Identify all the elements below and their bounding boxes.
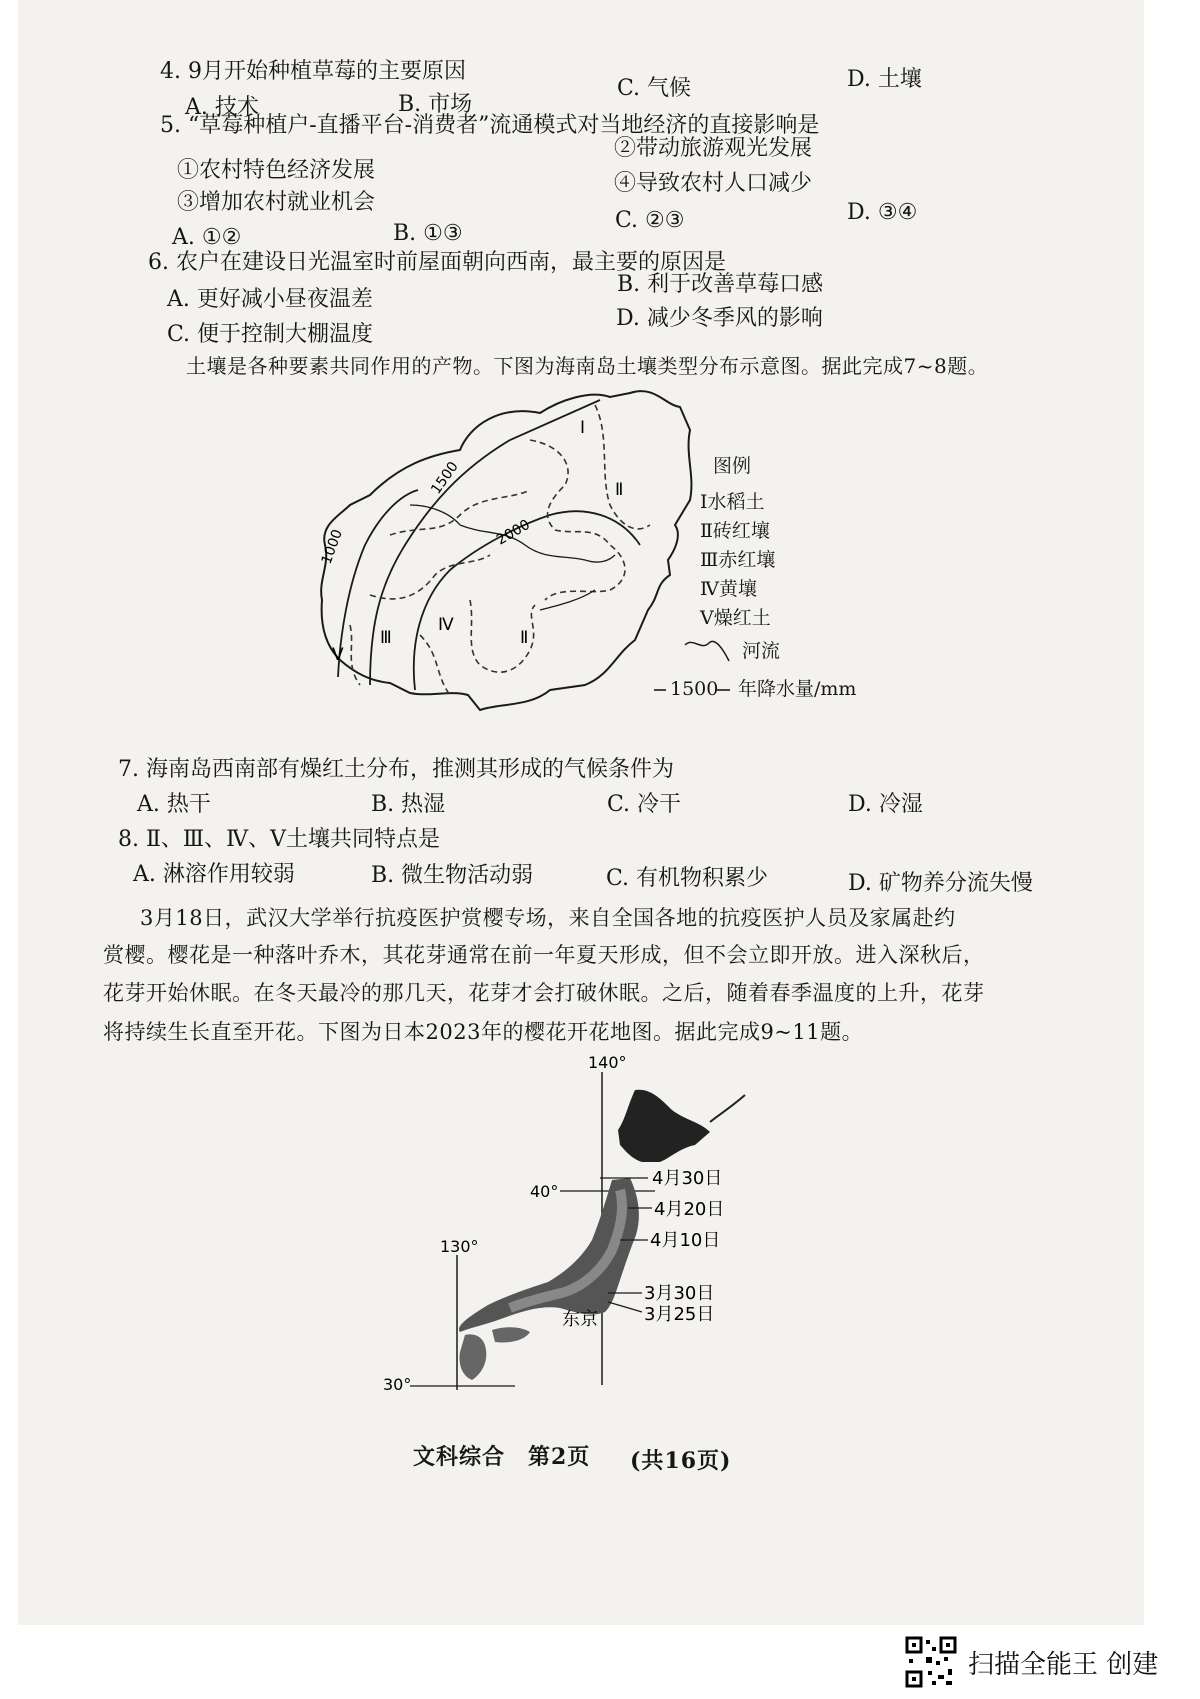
kuril-islands: [710, 1095, 745, 1122]
q5-item-3: ③增加农村就业机会: [177, 190, 376, 215]
watermark-text: 扫描全能王 创建: [968, 1650, 1159, 1680]
q8-option-d: D. 矿物养分流失慢: [848, 871, 1033, 896]
q6-option-b: B. 利于改善草莓口感: [617, 272, 824, 297]
isohyet-1000: [338, 490, 418, 677]
isohyet-label-2000: 2000: [494, 516, 533, 549]
isohyet-2000: [414, 511, 640, 690]
zone-label: Ⅳ: [438, 615, 454, 635]
legend-isohyet-value: 1500: [670, 678, 719, 700]
q5-stem: 5. “草莓种植户-直播平台-消费者”流通模式对当地经济的直接影响是: [160, 113, 820, 138]
legend-river-icon: [683, 633, 733, 667]
isohyet-label-1000: 1000: [318, 527, 346, 567]
q7-option-d: D. 冷湿: [848, 792, 923, 817]
zone-label: Ⅰ: [580, 418, 586, 438]
zone-label: Ⅲ: [380, 628, 392, 648]
zone-label: Ⅱ: [520, 628, 529, 648]
date-label: 4月10日: [650, 1230, 721, 1251]
legend-title: 图例: [713, 455, 752, 477]
q5-option-b: B. ①③: [393, 221, 463, 246]
footer-subject: 文科综合: [413, 1444, 506, 1470]
q6-option-c: C. 便于控制大棚温度: [167, 322, 374, 347]
q5-option-d: D. ③④: [847, 200, 918, 225]
shikoku: [492, 1327, 530, 1342]
city-label-tokyo: 东京: [562, 1309, 598, 1330]
date-label: 4月20日: [654, 1199, 725, 1220]
kyushu: [460, 1334, 487, 1380]
intro-9-11-line-4: 将持续生长直至开花。下图为日本2023年的樱花开花地图。据此完成9~11题。: [103, 1020, 864, 1044]
hainan-coastline: [318, 391, 691, 710]
zone-label: Ⅴ: [332, 645, 344, 665]
q4-option-c: C. 气候: [617, 76, 692, 101]
q5-item-1: ①农村特色经济发展: [177, 158, 376, 183]
lon-140-label: 140°: [588, 1053, 627, 1072]
q6-option-a: A. 更好减小昼夜温差: [167, 287, 373, 312]
zone-label: Ⅱ: [615, 480, 624, 500]
legend-isohyet-label: 年降水量/mm: [738, 678, 857, 700]
q7-option-a: A. 热干: [137, 792, 211, 817]
q7-option-b: B. 热湿: [371, 792, 446, 817]
legend-item: Ⅴ燥红土: [700, 607, 771, 629]
q5-option-a: A. ①②: [172, 225, 242, 250]
q7-option-c: C. 冷干: [607, 792, 682, 817]
date-label: 3月30日: [644, 1283, 715, 1304]
q4-option-a: A. 技术: [185, 95, 259, 120]
legend-item: Ⅱ砖红壤: [700, 520, 770, 542]
intro-9-11-line-1: 3月18日，武汉大学举行抗疫医护赏樱专场，来自全国各地的抗疫医护人员及家属赴约: [140, 906, 956, 930]
legend-item: Ⅲ赤红壤: [700, 549, 776, 571]
river: [460, 525, 615, 562]
intro-7-8: 土壤是各种要素共同作用的产物。下图为海南岛土壤类型分布示意图。据此完成7~8题。: [186, 354, 989, 378]
intro-9-11-line-3: 花芽开始休眠。在冬天最冷的那几天，花芽才会打破休眠。之后，随着春季温度的上升，花芽: [103, 981, 985, 1005]
legend-item: Ⅰ水稻土: [700, 491, 765, 513]
q4-stem: 4. 9月开始种植草莓的主要原因: [160, 59, 466, 84]
q4-option-b: B. 市场: [398, 92, 473, 117]
lat-40-label: 40°: [530, 1182, 559, 1201]
footer-total: (共16页): [630, 1448, 732, 1474]
q5-item-4: ④导致农村人口减少: [614, 171, 813, 196]
q8-stem: 8. Ⅱ、Ⅲ、Ⅳ、Ⅴ土壤共同特点是: [118, 827, 441, 852]
intro-9-11-line-2: 赏樱。樱花是一种落叶乔木，其花芽通常在前一年夏天形成，但不会立即开放。进入深秋后，: [103, 943, 985, 967]
isohyet-1500: [370, 400, 600, 685]
date-label: 3月25日: [644, 1304, 715, 1325]
qr-code-icon: [904, 1635, 958, 1689]
q4-option-d: D. 土壤: [847, 67, 922, 92]
q8-option-c: C. 有机物积累少: [606, 866, 769, 891]
soil-boundary: [420, 635, 450, 695]
lon-130-label: 130°: [440, 1237, 479, 1256]
hokkaido: [618, 1090, 710, 1162]
footer-page: 第2页: [528, 1444, 591, 1470]
isohyet-label-1500: 1500: [428, 458, 462, 498]
q5-option-c: C. ②③: [615, 208, 685, 233]
river: [540, 590, 595, 610]
q8-option-b: B. 微生物活动弱: [371, 863, 534, 888]
q8-option-a: A. 淋溶作用较弱: [133, 862, 295, 887]
q6-option-d: D. 减少冬季风的影响: [616, 306, 823, 331]
legend-river-label: 河流: [742, 640, 781, 662]
japan-sakura-map: [380, 1050, 780, 1410]
legend-item: Ⅳ黄壤: [700, 578, 757, 600]
q7-stem: 7. 海南岛西南部有燥红土分布，推测其形成的气候条件为: [118, 757, 674, 782]
soil-boundary: [350, 625, 360, 685]
lat-30-label: 30°: [383, 1375, 412, 1394]
date-label: 4月30日: [652, 1168, 723, 1189]
soil-boundary: [595, 405, 650, 529]
q6-stem: 6. 农户在建设日光温室时前屋面朝向西南，最主要的原因是: [148, 250, 726, 275]
q5-item-2: ②带动旅游观光发展: [614, 136, 813, 161]
